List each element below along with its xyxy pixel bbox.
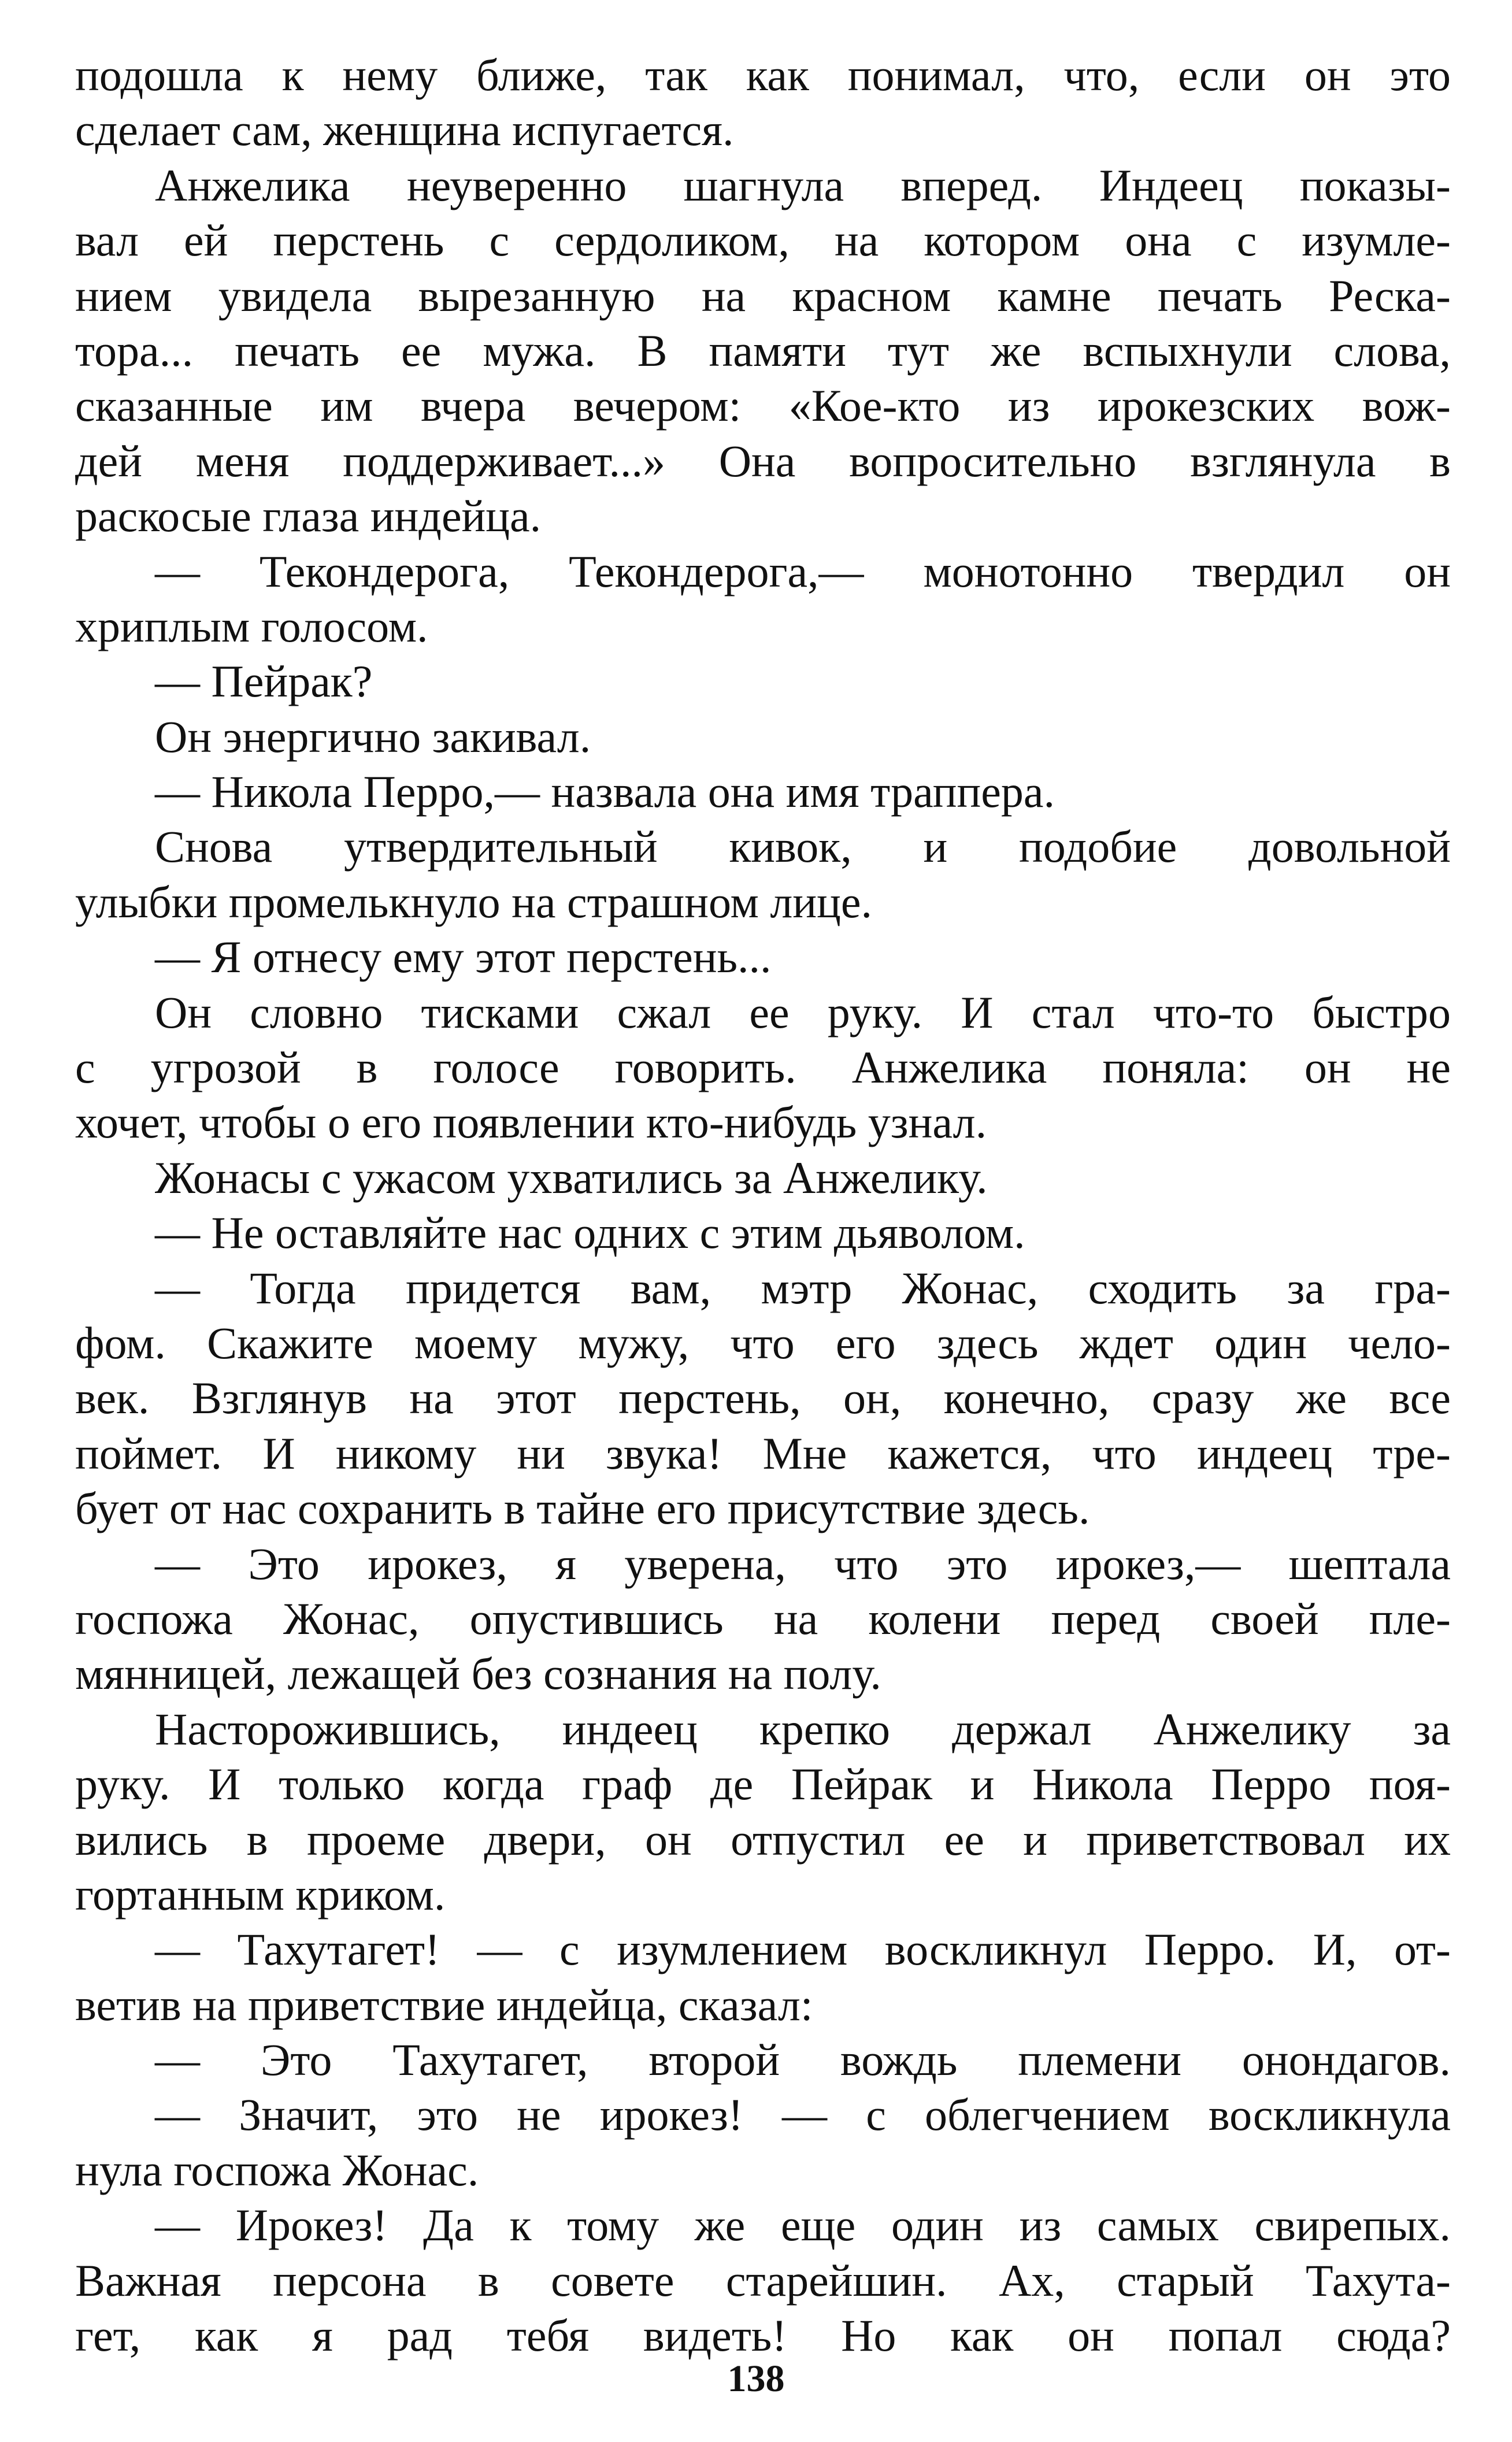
text-line: Важная персона в совете старейшин. Ах, старый Тахута- — [75, 2255, 1451, 2306]
text-line: — Ирокез! Да к тому же еще один из самых свирепых. — [155, 2200, 1451, 2251]
text-line: бует от нас сохранить в тайне его присутствие здесь. — [75, 1483, 1090, 1534]
text-line: Жонасы с ужасом ухватились за Анжелику. — [155, 1152, 988, 1203]
text-line: — Не оставляйте нас одних с этим дьяволом. — [155, 1207, 1025, 1258]
text-line: госпожа Жонас, опустившись на колени перед своей пле- — [75, 1593, 1451, 1644]
text-line: поймет. И никому ни звука! Мне кажется, что индеец тре- — [75, 1428, 1451, 1478]
text-line: Анжелика неуверенно шагнула вперед. Индеец показы- — [155, 160, 1451, 210]
text-line: век. Взглянув на этот перстень, он, конечно, сразу же все — [75, 1373, 1451, 1424]
text-line: с угрозой в голосе говорить. Анжелика поняла: он не — [75, 1042, 1451, 1093]
text-line: — Это ирокез, я уверена, что это ирокез,— шептала — [155, 1538, 1451, 1589]
text-line: ветив на приветствие индейца, сказал: — [75, 1979, 813, 2030]
text-line: хочет, чтобы о его появлении кто-нибудь узнал. — [75, 1097, 987, 1148]
text-line: Насторожившись, индеец крепко держал Анжелику за — [155, 1703, 1451, 1754]
text-line: руку. И только когда граф де Пейрак и Никола Перро поя- — [75, 1759, 1451, 1810]
page-number: 138 — [727, 2358, 785, 2400]
text-line: Он словно тисками сжал ее руку. И стал что-то быстро — [155, 987, 1451, 1037]
text-line: раскосые глаза индейца. — [75, 491, 542, 542]
text-line: Снова утвердительный кивок, и подобие довольной — [155, 821, 1451, 872]
text-line: гортанным криком. — [75, 1869, 446, 1919]
text-line: — Значит, это не ирокез! — с облегчением воскликнула — [155, 2089, 1451, 2140]
text-line: вились в проеме двери, он отпустил ее и приветствовал их — [75, 1814, 1451, 1865]
text-line: дей меня поддерживает...» Она вопросительно взглянула в — [75, 435, 1451, 486]
text-line: — Тогда придется вам, мэтр Жонас, сходить за гра- — [155, 1262, 1451, 1313]
text-line: подошла к нему ближе, так как понимал, что, если он это — [75, 50, 1451, 100]
text-line: мянницей, лежащей без сознания на полу. — [75, 1648, 881, 1699]
text-line: нием увидела вырезанную на красном камне печать Реска- — [75, 270, 1451, 321]
text-line: улыбки промелькнуло на страшном лице. — [75, 876, 872, 927]
text-line: вал ей перстень с сердоликом, на котором она с изумле- — [75, 215, 1451, 266]
text-line: — Тахутагет! — с изумлением воскликнул Перро. И, от- — [155, 1924, 1451, 1975]
text-line: — Я отнесу ему этот перстень... — [155, 932, 772, 983]
text-line: сделает сам, женщина испугается. — [75, 105, 734, 155]
text-line: фом. Скажите моему мужу, что его здесь ждет один чело- — [75, 1317, 1451, 1368]
text-line: — Никола Перро,— назвала она имя траппера. — [155, 766, 1055, 817]
text-line: сказанные им вчера вечером: «Кое-кто из ирокезских вож- — [75, 380, 1451, 431]
text-line: Он энергично закивал. — [155, 711, 591, 762]
text-line: хриплым голосом. — [75, 601, 428, 651]
text-line: нула госпожа Жонас. — [75, 2144, 479, 2195]
text-line: — Текондерога, Текондерога,— монотонно твердил он — [155, 546, 1451, 596]
page-text — [75, 47, 1451, 2363]
text-line: гет, как я рад тебя видеть! Но как он попал сюда? — [75, 2310, 1451, 2361]
text-line: тора... печать ее мужа. В памяти тут же вспыхнули слова, — [75, 325, 1451, 376]
text-line: — Пейрак? — [155, 656, 373, 707]
text-line: — Это Тахутагет, второй вождь племени онондагов. — [155, 2035, 1451, 2085]
